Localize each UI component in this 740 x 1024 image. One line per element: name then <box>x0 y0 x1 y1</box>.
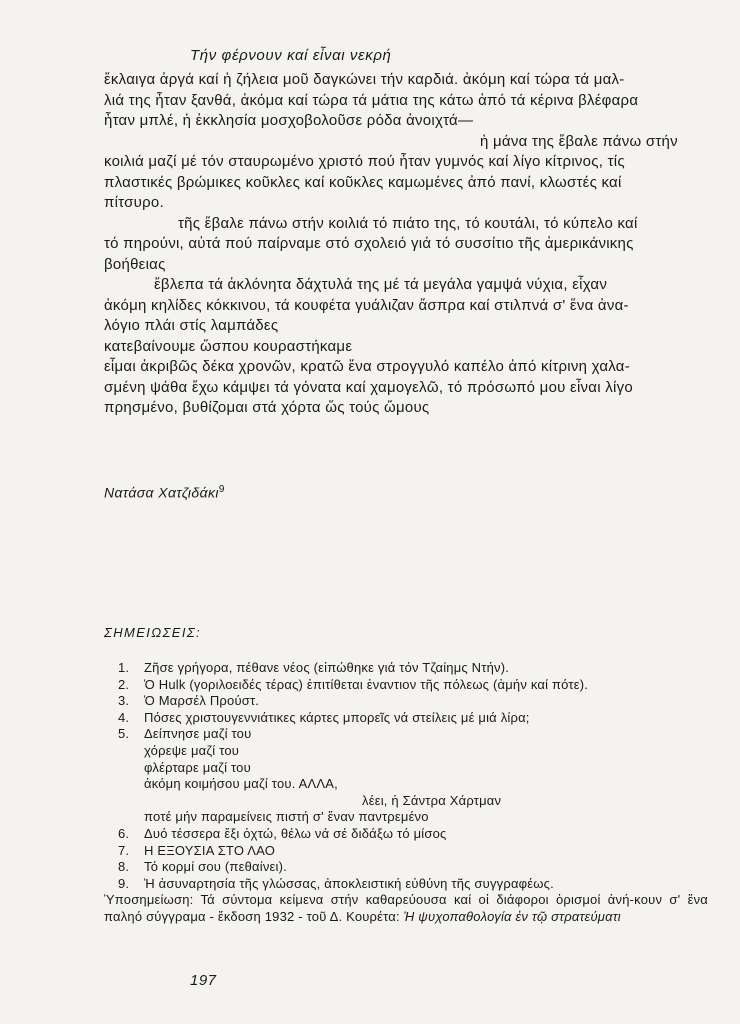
page-number: 197 <box>190 972 217 989</box>
note-item <box>104 677 708 694</box>
note-subline: ποτέ μήν παραμείνεις πιστή σ' ἕναν παντρεμένο <box>144 809 429 825</box>
note-item <box>104 660 708 677</box>
note-item <box>104 693 708 710</box>
poem-line: λόγιο πλάι στίς λαμπάδες <box>104 317 279 334</box>
author-signature <box>104 484 225 501</box>
note-number: 2. <box>118 676 130 692</box>
note-text: Δείπνησε μαζί του <box>144 726 252 742</box>
poem-line: ἔκλαιγα ἀργά καί ἡ ζήλεια μοῦ δαγκώνει τήν καρδιά. ἀκόμη καί τώρα τά μαλ- <box>104 71 625 88</box>
poem-line: τῆς ἔβαλε πάνω στήν κοιλιά τό πιάτο της, τό κουτάλι, τό κύπελο καί <box>178 214 638 232</box>
poem-line: ἡ μάνα της ἔβαλε πάνω στήν <box>480 132 678 150</box>
poem-line: σμένη ψάθα ἔχω κάμψει τά γόνατα καί χαμογελῶ, τό πρόσωπό μου εἶναι λίγο <box>104 378 633 396</box>
poem-line: λιά της ἦταν ξανθά, ἀκόμα καί τώρα τά μάτια της κάτω ἀπό τά κέρινα βλέφαρα <box>104 91 639 109</box>
poem-line: εἶμαι ἀκριβῶς δέκα χρονῶν, κρατῶ ἕνα στρογγυλό καπέλο ἀπό κίτρινη χαλα- <box>104 358 630 375</box>
note-number: 4. <box>118 709 130 725</box>
note-text: Τό κορμί σου (πεθαίνει). <box>144 859 287 875</box>
note-item <box>104 826 708 843</box>
poem-line: πίτσυρο. <box>104 194 164 211</box>
poem-line: τό πηρούνι, αὐτά πού παίρναμε στό σχολειό γιά τό συσσίτιο τῆς ἀμερικάνικης <box>104 235 634 252</box>
poem-line: ἀκόμη κηλίδες κόκκινου, τά κουφέτα γυάλιζαν ἄσπρα καί στιλπνά σ' ἕνα ἀνα- <box>104 296 629 314</box>
poem-body <box>104 70 702 419</box>
poem-line: βοήθειας <box>104 255 166 273</box>
note-item <box>104 843 708 860</box>
note-text: Ὁ Μαρσέλ Προύστ. <box>144 693 260 709</box>
note-item <box>104 710 708 727</box>
note-text: Ὁ Hulk (γοριλοειδές τέρας) ἐπιτίθεται ἐναντιον τῆς πόλεως (ἀμήν καί πότε). <box>144 676 589 692</box>
note-number: 1. <box>118 660 130 675</box>
footnote <box>104 892 708 925</box>
note-number: 9. <box>118 875 130 891</box>
note-text: Δυό τέσσερα ἔξι ὀχτώ, θέλω νά σέ διδάξω τό μίσος <box>144 825 447 841</box>
poem-line: κοιλιά μαζί μέ τόν σταυρωμένο χριστό πού ἦταν γυμνός καί λίγο κίτρινος, τίς <box>104 153 625 170</box>
note-text: Πόσες χριστουγεννιάτικες κάρτες μπορεῖς νά στείλεις μέ μιά λίρα; <box>144 709 530 725</box>
note-number: 7. <box>118 842 130 858</box>
poem-line: πλαστικές βρώμικες κοῦκλες καί κοῦκλες καμωμένες ἀπό πανί, κλωστές καί <box>104 173 622 191</box>
poem-line: ἔβλεπα τά ἀκλόνητα δάχτυλά της μέ τά μεγάλα γαμψά νύχια, εἶχαν <box>154 276 608 293</box>
author-note-ref: 9 <box>218 484 225 495</box>
notes-list <box>104 660 708 926</box>
footnote-book-title: Ἡ ψυχοπαθολογία ἐν τῷ στρατεύματι <box>403 908 621 924</box>
note-text: Η ΕΞΟΥΣΙΑ ΣΤΟ ΛΑΟ <box>144 842 276 858</box>
note-subline: φλέρταρε μαζί του <box>144 759 251 775</box>
poem-line: πρησμένο, βυθίζομαι στά χόρτα ὥς τούς ὤμους <box>104 399 430 416</box>
note-subline: ἀκόμη κοιμήσου μαζί του. ΑΛΛΑ, <box>144 776 338 792</box>
note-number: 8. <box>118 859 130 875</box>
note-item <box>104 726 708 743</box>
note-subline: χόρεψε μαζί του <box>144 742 240 758</box>
poem-line: ἦταν μπλέ, ἡ ἐκκλησία μοσχοβολοῦσε ρόδα ἀνοιχτά— <box>104 112 474 129</box>
note-text: Ζῆσε γρήγορα, πέθανε νέος (εἰπώθηκε γιά τόν Τζαίημς Ντήν). <box>144 660 510 675</box>
poem-line: κατεβαίνουμε ὥσπου κουραστήκαμε <box>104 337 353 355</box>
note-item <box>104 859 708 876</box>
footnote-text: Ὑποσημείωση: Τά σύντομα κείμενα στήν καθαρεύουσα καί οἱ διάφοροι ὁρισμοί ἀνή-κουν σ' ἕνα παληό σύγγραμα - ἔκδοση 1932 - τοῦ Δ. Κουρέτα: <box>104 892 708 924</box>
note-item <box>104 876 708 893</box>
note-number: 3. <box>118 693 130 709</box>
notes-heading: ΣΗΜΕΙΩΣΕΙΣ: <box>104 625 202 640</box>
note-number: 6. <box>118 825 130 841</box>
author-name: Νατάσα Χατζιδάκι <box>104 484 219 501</box>
poem-title: Τήν φέρνουν καί εἶναι νεκρή <box>190 47 392 64</box>
note-text: Ἡ ἀσυναρτησία τῆς γλώσσας, ἀποκλειστική εὐθύνη τῆς συγγραφέως. <box>144 875 554 891</box>
note-attribution: λέει, ἡ Σάντρα Χάρτμαν <box>362 792 502 808</box>
note-number: 5. <box>118 726 130 742</box>
